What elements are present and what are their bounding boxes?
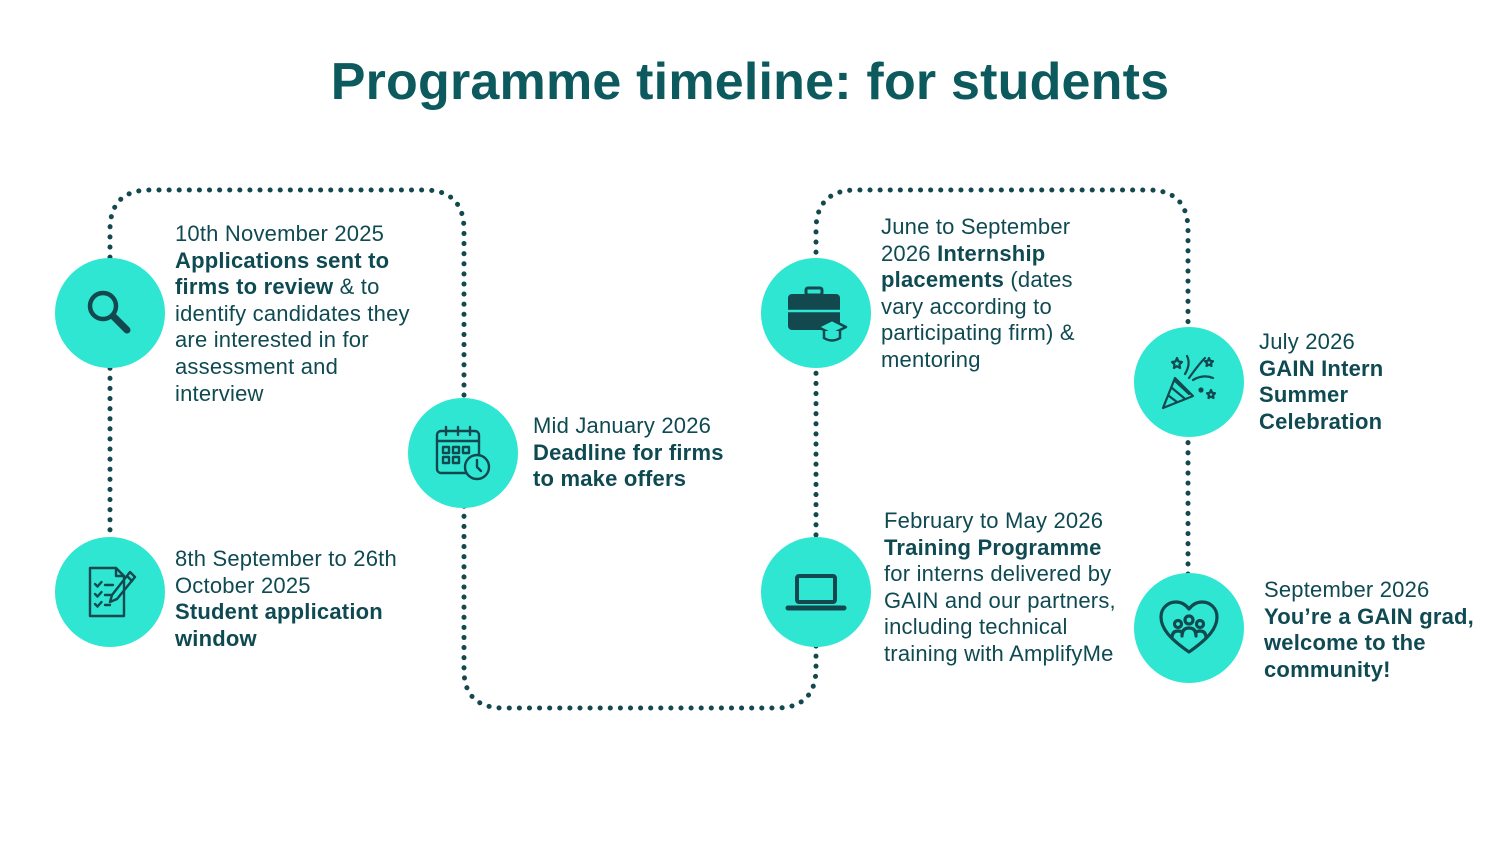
step-node-internship-placements (761, 258, 871, 368)
step-node-application-window (55, 537, 165, 647)
step-node-summer-celebration (1134, 327, 1244, 437)
step-label-application-window (175, 546, 435, 652)
step-label-applications-review (175, 221, 420, 407)
step-details: for interns delivered by GAIN and our partners, including technical training with AmplifyMe (884, 561, 1116, 666)
page-title: Programme timeline: for students (330, 53, 1170, 111)
step-headline: You’re a GAIN grad, welcome to the community! (1264, 603, 1474, 682)
step-headline: GAIN Intern Summer Celebration (1259, 355, 1384, 434)
step-headline: Deadline for firms to make offers (533, 439, 724, 492)
step-node-applications-review (55, 258, 165, 368)
step-label-summer-celebration (1259, 329, 1429, 435)
step-headline: Training Programme (884, 534, 1102, 560)
calendar-clock-icon (431, 421, 495, 485)
step-headline: Student application window (175, 599, 383, 651)
step-label-internship-placements (881, 214, 1111, 374)
step-date: July 2026 (1259, 329, 1355, 354)
laptop-icon (784, 560, 848, 624)
step-node-training-programme (761, 537, 871, 647)
step-label-gain-grad (1264, 577, 1474, 683)
step-date: Mid January 2026 (533, 413, 712, 438)
step-label-offer-deadline (533, 413, 748, 493)
party-popper-icon (1157, 350, 1221, 414)
step-label-training-programme (884, 508, 1129, 668)
step-details: (dates vary according to participating firm) & mentoring (881, 267, 1075, 372)
document-checklist-icon (78, 560, 142, 624)
step-headline: Applications sent to firms to review (175, 247, 390, 300)
step-date: 8th September to 26th October 2025 (175, 546, 397, 598)
step-date: February to May 2026 (884, 508, 1104, 533)
step-date: September 2026 (1264, 577, 1430, 602)
step-node-gain-grad (1134, 573, 1244, 683)
step-node-offer-deadline (408, 398, 518, 508)
step-date: June to September 2026 (881, 214, 1071, 266)
heart-community-icon (1157, 596, 1221, 660)
step-date: 10th November 2025 (175, 221, 385, 246)
step-headline: Internship placements (881, 240, 1046, 293)
magnifying-glass-icon (78, 281, 142, 345)
step-details: & to identify candidates they are interested in for assessment and interview (175, 274, 410, 406)
briefcase-graduation-icon (784, 281, 848, 345)
